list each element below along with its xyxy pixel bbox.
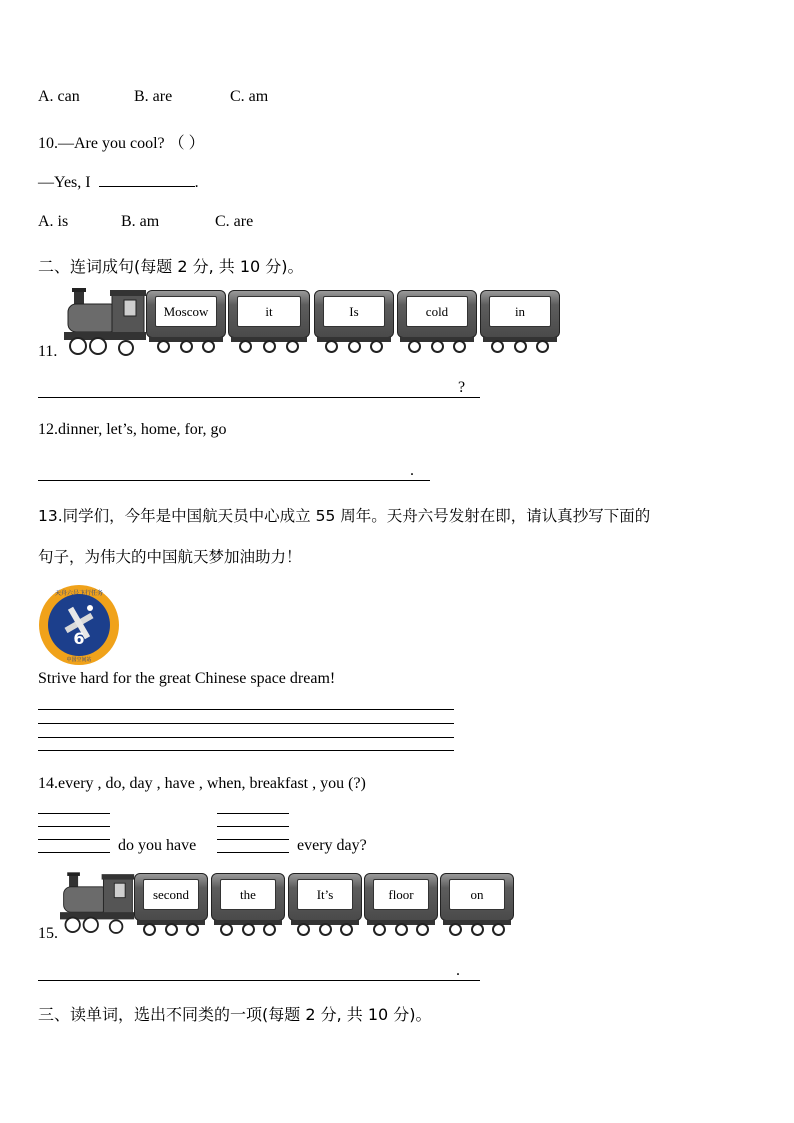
locomotive-icon (60, 870, 136, 938)
q14-end-text: every day? (297, 837, 367, 854)
q10-answer-line (38, 172, 199, 192)
section3-title: 三、读单词，选出不同类的一项(每题 2 分, 共 10 分)。 (38, 1005, 432, 1024)
q9-option-b[interactable]: B. are (134, 88, 173, 105)
q15-end-mark: . (456, 962, 460, 979)
q11-word-3: Is (323, 296, 385, 327)
q14-blank-a-2[interactable] (38, 826, 110, 827)
q15-car-2[interactable] (211, 873, 285, 921)
q11-number: 11. (38, 343, 58, 360)
q15-train (60, 870, 520, 942)
q14-blank-a-4[interactable] (38, 852, 110, 853)
q13-line1: 13.同学们，今年是中国航天员中心成立 55 周年。天舟六号发射在即，请认真抄写下面的 (38, 507, 651, 525)
q10-option-a[interactable]: A. is (38, 213, 69, 230)
q11-answer-line[interactable] (38, 397, 480, 398)
mission-emblem (38, 584, 120, 666)
q14-prompt: 14.every , do, day , have , when, breakfast , you (?) (38, 775, 366, 792)
emblem-bottom-text: 中国空间站 (66, 657, 92, 663)
q11-car-5[interactable] (480, 290, 560, 338)
section2-title: 二、连词成句(每题 2 分, 共 10 分)。 (38, 257, 304, 276)
q11-car-1[interactable] (146, 290, 226, 338)
q11-car-4[interactable] (397, 290, 477, 338)
q15-word-1: second (143, 879, 199, 910)
q15-car-3[interactable] (288, 873, 362, 921)
q11-train (64, 288, 564, 360)
q9-options (38, 88, 268, 106)
q14-blank-b-2[interactable] (217, 826, 289, 827)
q10-options (38, 213, 253, 231)
q11-word-2: it (237, 296, 301, 327)
q14-middle-text: do you have (118, 837, 197, 854)
q14-blank-a-1[interactable] (38, 813, 110, 814)
emblem-top-text: 天舟六号飞行任务 (54, 590, 104, 597)
q9-option-c[interactable]: C. am (230, 88, 269, 105)
q15-word-5: on (449, 879, 505, 910)
q13-copy-line-4[interactable] (38, 750, 454, 751)
q15-number: 15. (38, 925, 58, 942)
q10-question: 10.—Are you cool? （ ） (38, 135, 205, 152)
q15-car-4[interactable] (364, 873, 438, 921)
q14-blank-b-1[interactable] (217, 813, 289, 814)
q10-option-c[interactable]: C. are (215, 213, 254, 230)
q11-car-2[interactable] (228, 290, 310, 338)
q12-prompt: 12.dinner, let’s, home, for, go (38, 421, 227, 438)
q13-line2: 句子，为伟大的中国航天梦加油助力！ (38, 548, 302, 566)
q11-end-mark: ? (458, 379, 466, 396)
q10-option-b[interactable]: B. am (121, 213, 160, 230)
q13-copy-line-2[interactable] (38, 723, 454, 724)
q12-end-mark: . (410, 462, 414, 479)
q13-sentence: Strive hard for the great Chinese space dream! (38, 670, 336, 687)
q14-blank-a-3[interactable] (38, 839, 110, 840)
q15-word-3: It’s (297, 879, 353, 910)
q9-option-a[interactable]: A. can (38, 88, 80, 105)
q11-word-4: cold (406, 296, 468, 327)
q15-answer-line[interactable] (38, 980, 480, 981)
q13-copy-line-1[interactable] (38, 709, 454, 710)
q11-car-3[interactable] (314, 290, 394, 338)
q10-answer-prefix: —Yes, I (38, 174, 91, 191)
q11-word-5: in (489, 296, 551, 327)
q12-answer-line[interactable] (38, 480, 430, 481)
q15-word-2: the (220, 879, 276, 910)
q15-car-1[interactable] (134, 873, 208, 921)
emblem-number: 6 (73, 629, 85, 648)
q10-answer-blank[interactable] (99, 172, 195, 187)
q15-word-4: floor (373, 879, 429, 910)
q15-car-5[interactable] (440, 873, 514, 921)
q14-blank-b-4[interactable] (217, 852, 289, 853)
q13-copy-line-3[interactable] (38, 737, 454, 738)
q10-answer-suffix: . (194, 174, 199, 191)
q14-blank-b-3[interactable] (217, 839, 289, 840)
locomotive-icon (64, 288, 148, 358)
q11-word-1: Moscow (155, 296, 217, 327)
